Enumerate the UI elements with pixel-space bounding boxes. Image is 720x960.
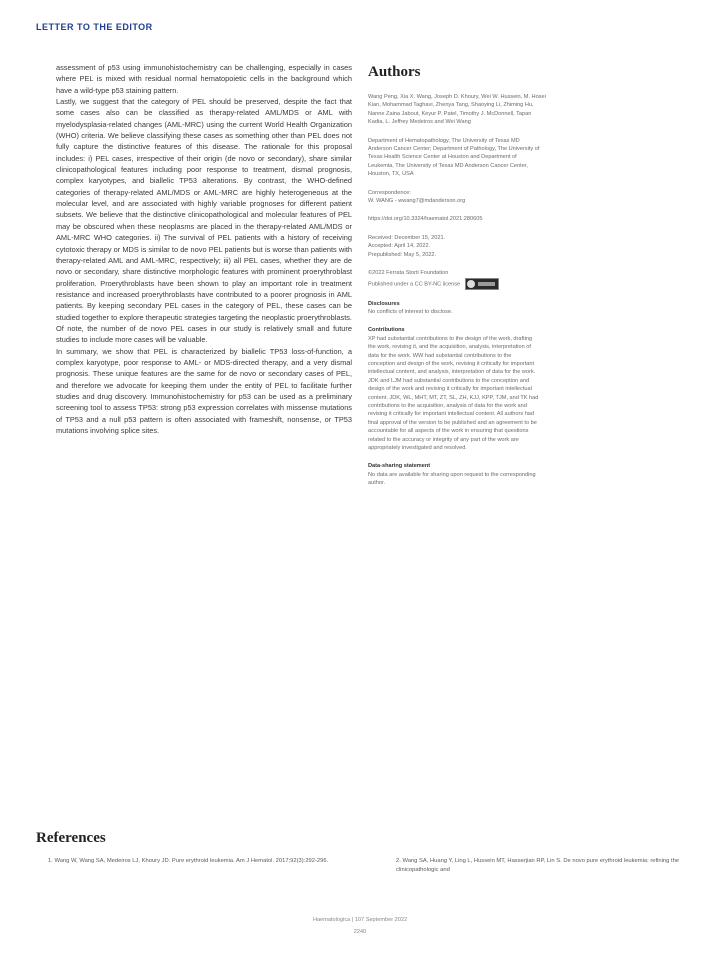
article-dates xyxy=(368,234,684,259)
journal-footer: Haematologica | 107 September 2022 xyxy=(312,917,408,923)
copyright xyxy=(368,269,684,289)
contributions-line: data for the work. WW had substantial contributions to the xyxy=(368,352,512,359)
doi xyxy=(368,215,684,223)
contributions-line: XP had substantial contributions to the design of the work, drafting xyxy=(368,335,533,342)
body-paragraph: assessment of p53 using immunohistochemistry can be challenging, especially in cases where PEL is mixed with residual normal hematopoietic cells in the background which have a wild-type p53 staining pattern. xyxy=(56,63,352,95)
references-heading: References xyxy=(36,830,106,846)
doi-link[interactable]: https://doi.org/10.3324/haematol.2021.280605 xyxy=(368,216,483,223)
authors-heading: Authors xyxy=(368,64,421,80)
references-section xyxy=(36,830,684,874)
data-sharing xyxy=(368,462,684,487)
prepublished-date: Prepublished: May 5, 2022. xyxy=(368,251,437,258)
page-number: 2240 xyxy=(353,929,367,935)
contributions xyxy=(368,326,684,452)
data-sharing-line: No data are available for sharing upon request to the corresponding xyxy=(368,471,536,478)
affiliation-line: Texas Health Science Center at Houston and Department of xyxy=(368,154,517,161)
contributions-line: the work, revising it, and the acquisition, analysis, interpretation of xyxy=(368,344,531,351)
contributions-line: intellectual content, and analysis, interpretation of data for the work. xyxy=(368,369,536,376)
correspondence-head: Correspondence: xyxy=(368,189,411,196)
contributions-heading: Contributions xyxy=(368,327,405,334)
correspondence-email[interactable]: W. WANG - wwang7@mdanderson.org xyxy=(368,198,466,205)
received-date: Received: December 15, 2021. xyxy=(368,234,446,241)
disclosures-heading: Disclosures xyxy=(368,300,400,307)
contributions-line: content. JDK, WL, MHT, MT, ZT, SL, ZH, KJJ, KPP, TJM, and TK had xyxy=(368,394,539,401)
author-list xyxy=(368,93,684,127)
license-text: Published under a CC BY-NC license xyxy=(368,280,461,287)
contributions-line: JDK and LJM had substantial contributions to the conception and xyxy=(368,377,530,384)
references-list xyxy=(36,857,684,874)
affiliation xyxy=(368,137,684,179)
reference-item: 1. Wang W, Wang SA, Medeiros LJ, Khoury JD. Pure erythroid leukemia. Am J Hematol. 2017;92(3):292-296. xyxy=(48,858,329,864)
affiliation-line: Leukemia, The University of Texas MD Anderson Cancer Center, xyxy=(368,162,528,169)
contributions-line: revising it critically for important intellectual content. All authors had xyxy=(368,411,535,418)
contributions-line: accountable for all aspects of the work in ensuring that questions xyxy=(368,428,529,435)
body-paragraph: Lastly, we suggest that the category of PEL should be preserved, despite the fact that some cases also can be classified as therapy-related AML/MDS or AML with myelodysplasia-related changes (AML-MRC) using the current World Health Organization (WHO) criteria. We believe classifying these cases as something other than PEL does not fully capture the distinctive features of this disease. The rationale for this proposal includes: i) PEL cases, irrespective of their origin (de novo or secondary), share similar clinicopathological features including poor response to treatment, dismal prognosis, complex karyotypes, and biallelic TP53 alterations. By contrast, the WHO-defined categories of therapy-related AML/MDS or AML-MRC are highly heterogeneous at the molecular level, and are associated with highly variable prognoses for different patient subsets. We believe that the distinctive clinicopathological and molecular features of PEL may be obscured when these neoplasms are placed in the therapy-related AML/MDS or AML-MRC WHO categories. ii) The survival of PEL patients with a history of receiving cytotoxic therapy or MDS is similar to de novo PEL patients but is worse than patients with therapy-related AML and AML-MRC, respectively; iii) all PEL cases, whether they are de novo or secondary, share distinctive morphologic features with prominent proerythroblast proliferation. Proerythroblasts have been shown to play an important role in treatment resistance and increased proerythroblasts have contributed to a poorer prognosis in AML patients. By keeping secondary PEL cases in the category of PEL, these cases can be studied together to explore therapeutic strategies targeting the neoplastic proerythroblasts. Of note, the number of de novo PEL cases in our study is relatively small and future studies to include more cases will be valuable. xyxy=(56,97,352,345)
contributions-line: appropriately investigated and resolved. xyxy=(368,445,467,451)
disclosures xyxy=(368,300,684,317)
affiliation-line: Anderson Cancer Center; Department of Pathology, The University of xyxy=(368,146,540,153)
contributions-line: conception and design of the work, revising it critically for important xyxy=(368,360,535,367)
contributions-line: related to the accuracy or integrity of any part of the work are xyxy=(368,436,519,443)
contributions-line: contributions to the acquisition, analysis of data for the work and xyxy=(368,402,527,409)
body-paragraph: In summary, we show that PEL is characterized by biallelic TP53 loss-of-function, a complex karyotype, poor response to AML- or MDS-directed therapy, and a very dismal prognosis. These unique features are the same for de novo or secondary cases of PEL, and therefore we advocate for keeping them under the entity of PEL to facilitate further studies and drug discovery. Immunohistochemistry for p53 can be used as a preliminary screening tool to assess TP53: strong p53 expression correlates with missense mutations of TP53 and a null p53 pattern is often associated with frameshift, nonsense, or TP53 mutations involving splice sites. xyxy=(56,346,352,435)
copyright-text: ©2022 Ferrata Storti Foundation xyxy=(368,270,449,277)
author-line: Nanne Zaina Jabout, Keyur P. Patel, Timothy J. McDonnell, Tapan xyxy=(368,110,532,117)
data-sharing-heading: Data-sharing statement xyxy=(368,463,431,470)
reference-item: 2. Wang SA, Huang Y, Ling L, Hussein MT, Hasserjian RP, Lin S. De novo pure erythroid leukemia: refining the clinicopathologic and xyxy=(396,858,680,873)
contributions-line: final approval of the version to be published and an agreement to be xyxy=(368,419,537,426)
author-info-column xyxy=(368,62,684,498)
data-sharing-line: author. xyxy=(368,480,386,487)
author-line: Wang Peng, Xia X. Wang, Joseph D. Khoury, Wei W. Hussein, M. Hosei xyxy=(368,94,546,100)
accepted-date: Accepted: April 14, 2022. xyxy=(368,243,431,250)
affiliation-line: Houston, TX, USA xyxy=(368,171,414,178)
disclosures-text: No conflicts of interest to disclose. xyxy=(368,308,453,315)
affiliation-line: Department of Hematopathology, The University of Texas MD xyxy=(368,137,520,144)
author-line: Kian, Mohammad Taghavi, Zhenya Tang, Shaoying Li, Zhiming Hu, xyxy=(368,102,534,109)
contributions-line: design of the work and revising it critically for important intellectual xyxy=(368,386,532,393)
body-text-column xyxy=(56,62,352,436)
section-label: LETTER TO THE EDITOR xyxy=(36,22,153,32)
cc-license-icon[interactable] xyxy=(465,278,499,290)
correspondence xyxy=(368,189,684,206)
author-line: Kadia, L. Jeffrey Medeiros and Wei Wang xyxy=(368,119,471,126)
license-line xyxy=(368,278,684,290)
